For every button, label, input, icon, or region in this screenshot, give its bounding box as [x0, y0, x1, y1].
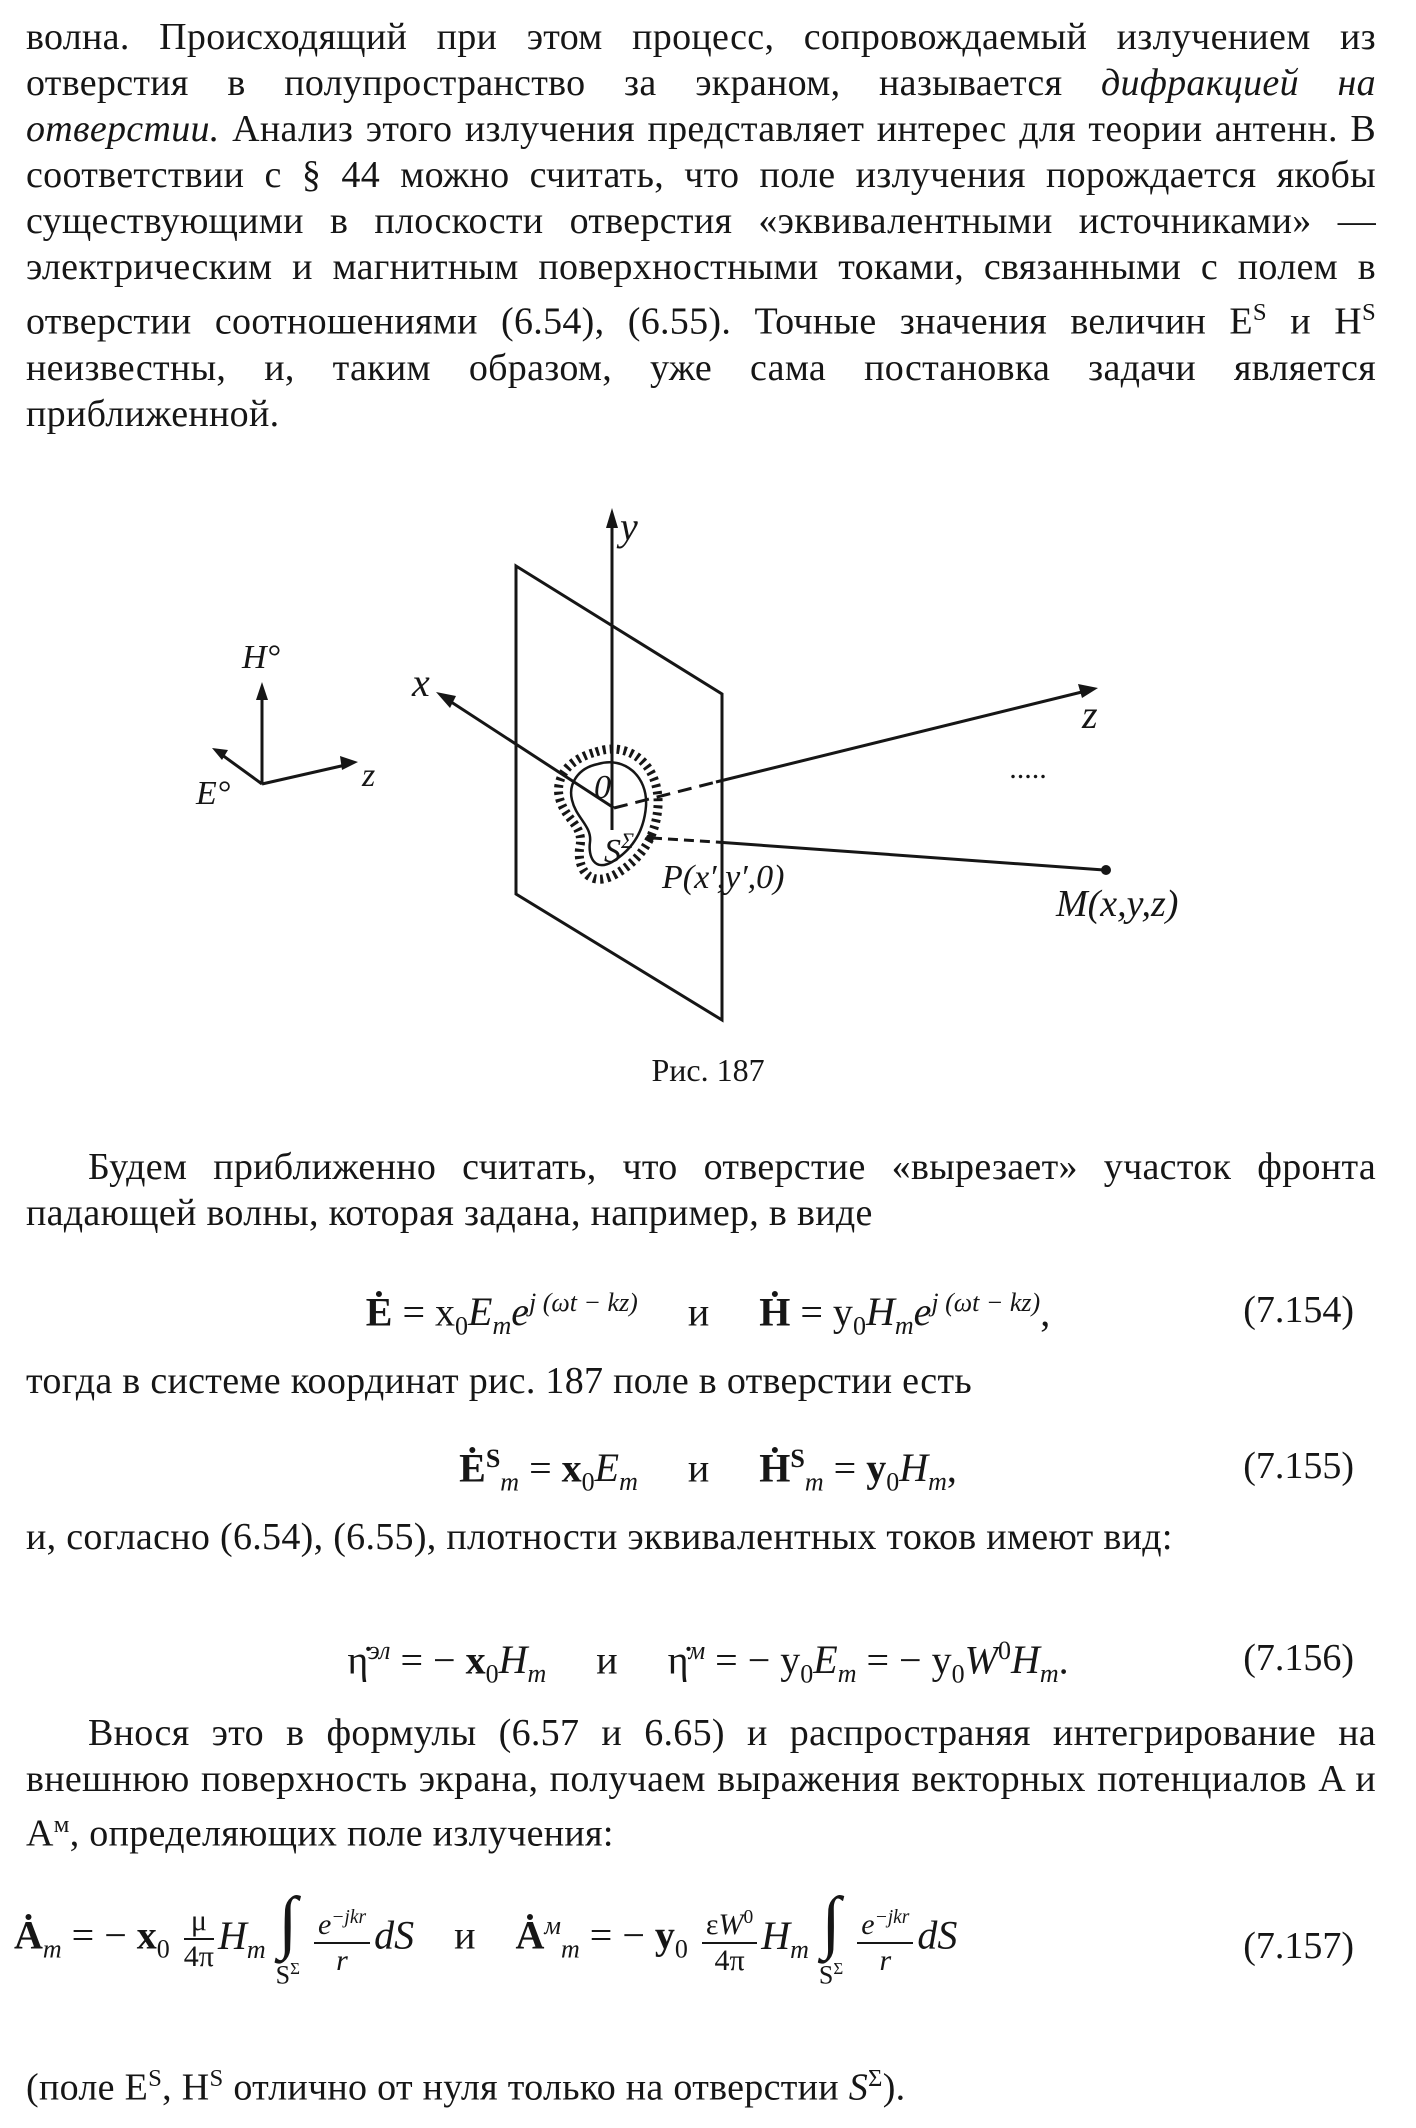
equation-7-157: $Ȧ_m$ = − $x_0$ $\frac{\mu}{4\pi}$ $H_m$ ∫ $S^\Sigma$ $\frac{e^{-jkr}}{r}$ dS и $Ȧ^м_m$ = − $y_0$ $\frac{\varepsilon W^0}{4\pi}$ $H_m$ ∫ $S^\Sigma$ $\frac{e^{-jkr}}{r}$ dS (7.157): [14, 1884, 1354, 1990]
p6-text-e: ).: [882, 2066, 906, 2109]
p6-sup-2: S: [209, 2065, 224, 2092]
y-axis-arrow: [606, 508, 618, 528]
p6-sup-3: Σ: [868, 2065, 883, 2092]
x-axis: [442, 696, 614, 808]
eq154-and: и: [687, 1289, 710, 1335]
label-origin: 0: [594, 769, 611, 806]
label-z-small: z: [362, 757, 376, 794]
label-z: z: [1082, 692, 1098, 737]
figure-caption: Рис. 187: [651, 1052, 765, 1088]
equation-7-154: Ė = $x_0E_me^{j (\omega t - kz)}$ и Ḣ = $y_0H_me^{j (\omega t - kz)}$, (7.154): [365, 1288, 1354, 1341]
equation-7-156: η̇$^{эл}$ = − $x_0H_m$ и η̇$^м$ = − $y_0E_m$ = − $y_0W^0H_m$. (7.156): [347, 1636, 1354, 1689]
z-small-arrow: [340, 756, 358, 770]
figure-187: [0, 490, 1416, 1050]
x-axis-arrow: [436, 692, 456, 708]
p1-text-d: неизвестны, и, таким образом, уже сама постановка задачи является приближенной.: [26, 346, 1376, 435]
p6-italic-s: S: [848, 2066, 869, 2109]
z-small-vector: [262, 764, 350, 784]
p6-text-a: (поле E: [26, 2066, 149, 2109]
p6-sup-1: S: [148, 2065, 163, 2092]
paragraph-1: [26, 14, 1376, 437]
p5-text-a: Внося это в формулы (6.57 и 6.65) и распространяя интегрирование на внешнюю поверхность экрана, получаем выражения векторных потенциалов A и A: [26, 1712, 1376, 1855]
p2-text: Будем приближенно считать, что отверстие «вырезает» участок фронта падающей волны, которая задана, например, в виде: [26, 1146, 1376, 1234]
eq155-number: (7.155): [1243, 1445, 1354, 1487]
p1-italic-term: дифракцией на отверстии.: [26, 62, 1376, 150]
label-y: y: [620, 504, 638, 549]
paragraph-5: [26, 1710, 1376, 1857]
point-m: [1101, 865, 1111, 875]
label-aperture: $S^\Sigma$: [604, 828, 635, 870]
paragraph-4: [26, 1514, 1376, 1560]
label-h0: H°: [242, 639, 281, 676]
paragraph-2: [26, 1144, 1376, 1236]
screen-plane: [516, 566, 722, 1020]
h0-arrow: [256, 682, 268, 700]
eq157-and: и: [454, 1912, 476, 1958]
p5-text-b: , определяющих поле излучения:: [69, 1812, 614, 1855]
label-point-p: P(x′,y′,0): [662, 859, 785, 896]
p1-sup-2: S: [1361, 299, 1376, 326]
eq156-and: и: [596, 1637, 618, 1683]
p3-text: тогда в системе координат рис. 187 поле в отверстии есть: [26, 1360, 972, 1402]
point-p: [646, 834, 654, 842]
label-x: x: [412, 660, 430, 705]
eq156-number: (7.156): [1243, 1637, 1354, 1679]
p6-text-b: , H: [162, 2066, 210, 2109]
label-e0: E°: [196, 775, 231, 812]
p1-sup-1: S: [1252, 299, 1267, 326]
equation-7-155: $Ė^S_m = x_0E_m$ и Ḣ$^S_m$ = $y_0H_m$, (7.155): [459, 1444, 1354, 1497]
paragraph-6: [26, 2056, 1376, 2111]
label-point-m: M(x,y,z): [1056, 883, 1179, 925]
p1-text-a: волна. Происходящий при этом процесс, сопровождаемый излучением из отверстия в полупространство за экраном, называется: [26, 16, 1376, 104]
paragraph-3: [26, 1358, 1376, 1404]
ray-hidden: [652, 838, 716, 842]
eq157-number: (7.157): [1243, 1925, 1354, 1967]
eq155-and: и: [687, 1445, 710, 1491]
p4-text: и, согласно (6.54), (6.55), плотности эквивалентных токов имеют вид:: [26, 1516, 1173, 1558]
ellipsis-dots: .....: [1010, 752, 1048, 785]
p5-sup: м: [53, 1811, 70, 1838]
eq154-number: (7.154): [1243, 1289, 1354, 1331]
p1-text-b: Анализ этого излучения представляет интерес для теории антенн. В соответствии с § 44 можно считать, что поле излучения порождается якобы существующими в плоскости отверстия «эквивалентными источниками» — электрическим и магнитным поверхностными токами, связанными с полем в отверстии соотношениями (6.54), (6.55). Точные значения величин E: [26, 108, 1376, 343]
p1-text-c: и H: [1266, 300, 1362, 343]
z-axis-hidden: [614, 782, 716, 808]
p6-text-c: отлично от нуля только на отверстии: [223, 2066, 849, 2109]
